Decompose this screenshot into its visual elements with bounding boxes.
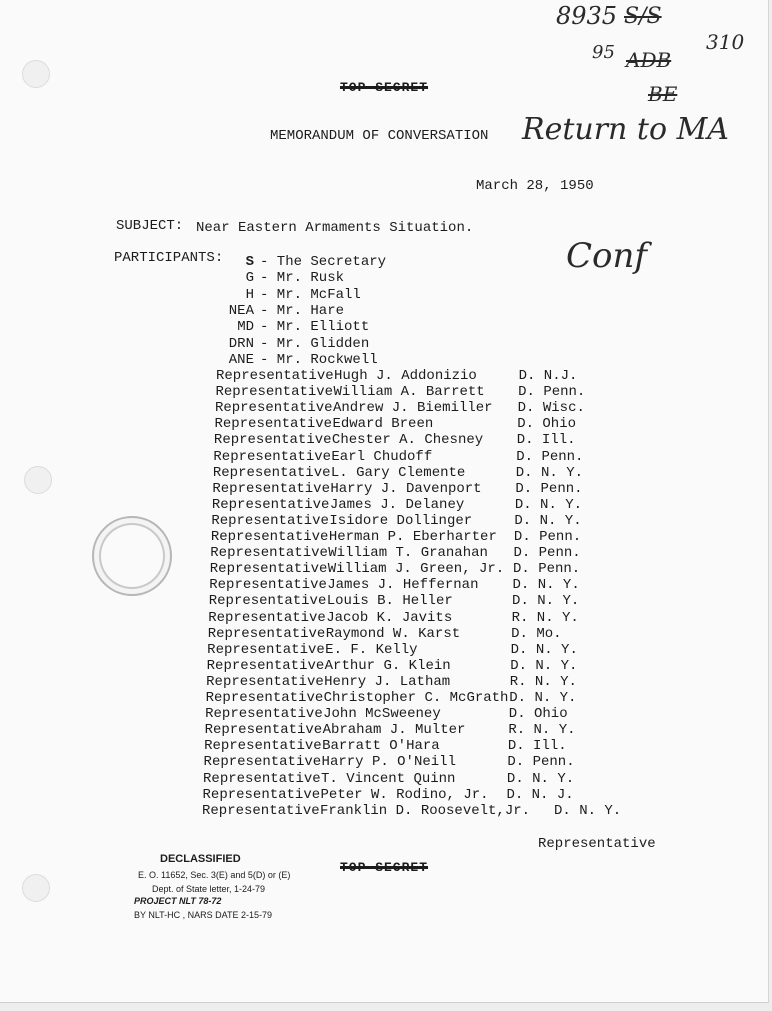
representative-label: Representative: [208, 593, 327, 610]
representative-party-state: R. N. Y.: [508, 722, 576, 739]
representative-name: Edward Breen: [332, 416, 434, 433]
representative-row: [211, 529, 631, 546]
representative-name: Barratt O'Hara: [322, 738, 440, 755]
declass-project: PROJECT NLT 78-72: [134, 896, 222, 906]
representative-label: Representative: [204, 738, 322, 755]
representative-party-state: D. N. Y.: [514, 512, 582, 529]
representative-row: [215, 400, 635, 417]
representative-label: Representative: [203, 754, 322, 771]
representative-label: Representative: [213, 432, 332, 449]
representative-name: Isidore Dollinger: [329, 512, 473, 529]
representative-row: [202, 803, 622, 820]
representative-label: Representative: [215, 384, 334, 401]
representative-row: [204, 738, 624, 755]
representative-name: Louis B. Heller: [326, 593, 453, 610]
representative-row: [214, 416, 634, 433]
declass-heading: DECLASSIFIED: [160, 853, 241, 865]
official-code: S: [245, 254, 254, 270]
representative-row: [203, 787, 623, 804]
representative-row: [207, 658, 627, 675]
representative-party-state: D. N. Y.: [506, 770, 575, 787]
official-name: - Mr. Glidden: [260, 335, 370, 352]
handwritten-struck-code: S/S: [624, 4, 662, 29]
official-code: NEA: [228, 302, 254, 319]
representative-name: Hugh J. Addonizio: [334, 368, 477, 384]
representative-party-state: D. N. J.: [506, 786, 574, 803]
representative-name: Chester A. Chesney: [331, 432, 484, 449]
official-code: MD: [237, 319, 254, 336]
representative-party-state: D. N. Y.: [510, 657, 578, 674]
representative-party-state: D. N. Y.: [514, 496, 583, 513]
representative-party-state: D. Ohio: [508, 706, 568, 723]
representative-name: Henry J. Latham: [324, 673, 451, 690]
representative-label: Representative: [211, 512, 329, 529]
official-code: G: [245, 270, 254, 287]
representative-name: William T. Granahan: [328, 545, 488, 562]
representative-row: [205, 706, 625, 723]
representative-label: Representative: [206, 657, 325, 674]
declass-authority: E. O. 11652, Sec. 3(E) and 5(D) or (E): [138, 870, 291, 880]
representative-row: [206, 674, 626, 691]
representative-name: Abraham J. Multer: [322, 722, 466, 739]
representative-row: [211, 513, 631, 530]
classification-marking: TOP SECRET: [340, 80, 429, 95]
representative-party-state: D. Penn.: [518, 384, 586, 401]
representative-party-state: D. Mo.: [511, 625, 562, 642]
declass-reviewer: BY NLT-HC , NARS DATE 2-15-79: [134, 910, 273, 920]
representative-name: William J. Green, Jr.: [327, 561, 505, 578]
representative-row: [203, 771, 623, 788]
representative-party-state: D. Ill.: [516, 432, 576, 449]
participants-label: PARTICIPANTS:: [114, 250, 224, 266]
representative-party-state: D. Ill.: [507, 738, 567, 755]
handwritten-struck-code: BE: [648, 82, 678, 106]
punch-hole: [22, 874, 50, 902]
representative-party-state: D. N. Y.: [512, 593, 580, 610]
memo-date: March 28, 1950: [476, 178, 594, 194]
representative-label: Representative: [208, 609, 326, 626]
representative-party-state: D. Penn.: [513, 545, 581, 562]
representative-party-state: D. Wisc.: [517, 400, 585, 417]
representative-name: William A. Barrett: [333, 384, 485, 401]
representative-party-state: D. Penn.: [513, 529, 582, 545]
representative-row: [208, 626, 628, 643]
handwritten-return-note: Return to MA: [522, 112, 729, 147]
archive-stamp: [92, 516, 172, 596]
representative-row: [213, 465, 633, 482]
representative-name: Peter W. Rodino, Jr.: [320, 786, 489, 803]
representative-party-state: D. Penn.: [516, 448, 584, 465]
memo-title: MEMORANDUM OF CONVERSATION: [270, 128, 489, 144]
official-name: - Mr. Rusk: [260, 270, 345, 287]
representative-name: James J. Heffernan: [327, 577, 479, 594]
punch-hole: [24, 466, 52, 494]
official-name: - Mr. Hare: [260, 302, 345, 319]
representative-name: James J. Delaney: [329, 496, 465, 513]
representative-label: Representative: [212, 480, 330, 497]
representative-name: E. F. Kelly: [325, 641, 418, 658]
representative-party-state: D. N. Y.: [509, 690, 577, 706]
representative-name: Franklin D. Roosevelt,Jr.: [320, 802, 531, 819]
official-name: - Mr. Elliott: [260, 319, 370, 336]
representative-name: Arthur G. Klein: [324, 657, 451, 674]
official-code: H: [245, 286, 254, 303]
handwritten-number: 95: [592, 42, 615, 63]
representative-row: [213, 449, 633, 466]
representative-row: [207, 642, 627, 659]
representative-label: Representative: [204, 722, 323, 739]
representative-row: [208, 610, 628, 627]
representative-label: Representative: [210, 529, 329, 545]
representative-name: L. Gary Clemente: [330, 464, 466, 481]
official-name: - Mr. Rockwell: [260, 351, 378, 368]
representative-row: [210, 545, 630, 562]
representative-label: Representative: [209, 561, 328, 578]
representative-label: Representative: [213, 448, 332, 465]
representative-label: Representative: [214, 400, 333, 417]
official-name: - The Secretary: [260, 254, 387, 270]
representative-party-state: D. N. Y.: [510, 641, 578, 658]
representative-party-state: D. Penn.: [512, 561, 581, 578]
representative-name: Harry J. Davenport: [330, 480, 482, 497]
representative-party-state: D. Penn.: [507, 754, 575, 771]
representative-label: Representative: [205, 706, 323, 723]
representative-row: [209, 593, 629, 610]
representative-label: Representative: [216, 368, 334, 384]
representative-label: Representative: [207, 625, 326, 642]
representative-label: Representative: [207, 641, 325, 658]
representative-row: [212, 497, 632, 514]
representative-label: Representative: [205, 690, 324, 706]
representative-row: [215, 384, 635, 401]
representative-party-state: D. N. Y.: [515, 464, 583, 481]
representative-label: Representative: [203, 770, 321, 787]
representative-name: Andrew J. Biemiller: [332, 400, 493, 417]
representative-name: Herman P. Eberharter: [328, 529, 497, 545]
representative-row: [206, 690, 626, 707]
representative-party-state: D. N. Y.: [554, 802, 622, 819]
punch-hole: [22, 60, 50, 88]
representative-party-state: D. N. Y.: [512, 577, 580, 594]
representative-label: Representative: [202, 802, 320, 819]
representative-party-state: D. Penn.: [515, 480, 583, 497]
official-code: DRN: [228, 335, 254, 352]
representative-row: [205, 722, 625, 739]
representative-name: Harry P. O'Neill: [321, 754, 456, 771]
representative-name: Earl Chudoff: [331, 448, 433, 465]
representative-label: Representative: [212, 464, 331, 481]
declass-letter: Dept. of State letter, 1-24-79: [152, 884, 266, 894]
classification-marking: TOP SECRET: [340, 860, 429, 875]
representative-party-state: R. N. Y.: [509, 673, 577, 690]
representative-name: Christopher C. McGrath: [323, 690, 509, 706]
representative-label: Representative: [211, 496, 330, 513]
representative-row: [212, 481, 632, 498]
representative-row: [209, 577, 629, 594]
representative-row: [216, 368, 636, 385]
representative-label: Representative: [214, 416, 333, 433]
representative-name: John McSweeney: [323, 706, 441, 723]
representative-name: T. Vincent Quinn: [321, 770, 456, 787]
representative-row: [214, 432, 634, 449]
representative-label: Representative: [209, 577, 327, 594]
representative-party-state: R. N. Y.: [511, 609, 579, 626]
handwritten-file-number: 8935: [556, 2, 618, 30]
representative-name: Jacob K. Javits: [326, 609, 453, 626]
representative-party-state: D. N.J.: [518, 368, 578, 384]
handwritten-struck-code: ADB: [626, 48, 672, 72]
representative-row: [210, 561, 630, 578]
official-name: - Mr. McFall: [260, 286, 361, 303]
representative-row: [204, 754, 624, 771]
handwritten-number: 310: [706, 30, 745, 54]
representative-party-state: D. Ohio: [517, 416, 576, 433]
continuation-word: Representative: [538, 836, 656, 852]
subject-text: Near Eastern Armaments Situation.: [196, 220, 474, 236]
subject-label: SUBJECT:: [116, 218, 184, 234]
representative-label: Representative: [202, 786, 321, 803]
handwritten-conf-note: Conf: [566, 236, 647, 276]
representative-label: Representative: [206, 673, 324, 690]
official-code: ANE: [228, 351, 254, 368]
representative-label: Representative: [210, 545, 328, 562]
representative-name: Raymond W. Karst: [325, 625, 461, 642]
